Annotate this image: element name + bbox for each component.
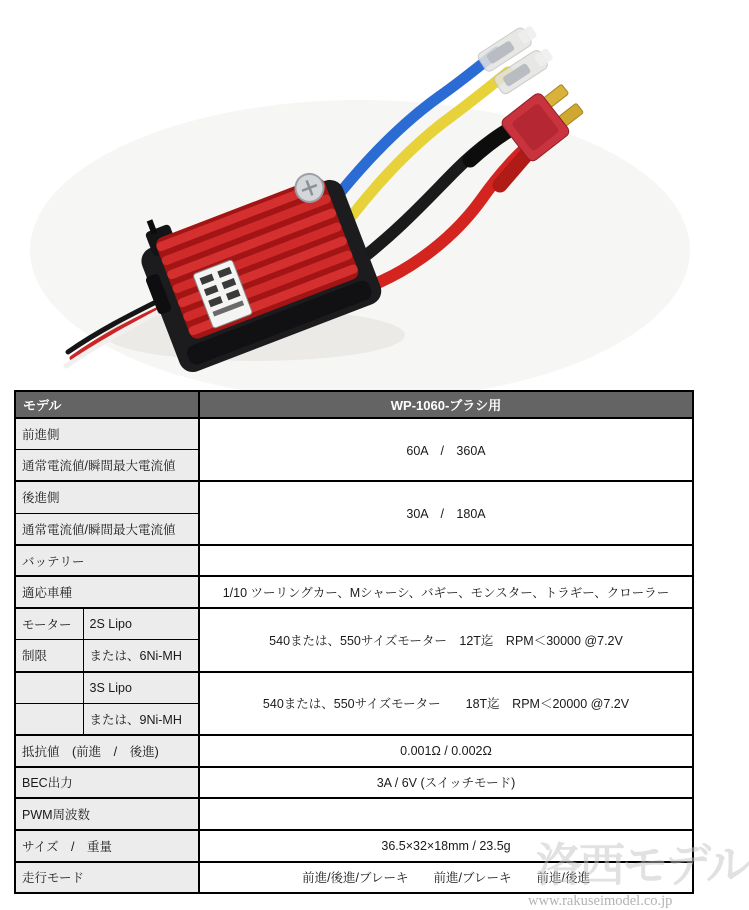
spec-table [14,390,694,894]
spec-label: サイズ / 重量 [15,830,199,862]
spec-sublabel: 3S Lipo [83,672,199,704]
spec-value [199,798,693,830]
spec-row-motor-2s [15,608,693,640]
spec-row-reverse [15,481,693,513]
spec-value: 540または、550サイズモーター 12T迄 RPM＜30000 @7.2V [199,608,693,671]
shop-logo-watermark: 洛西モデル [536,839,749,891]
spec-value: 540または、550サイズモーター 18T迄 RPM＜20000 @7.2V [199,672,693,735]
spec-header-row [15,391,693,418]
spec-row-resistance [15,735,693,767]
spec-value: 前進/後進/ブレーキ 前進/ブレーキ 前進/後進 [199,862,693,894]
spec-label: モーター [15,608,83,640]
esc-photo-drawing [0,0,700,380]
spec-value: 3A / 6V (スイッチモード) [199,767,693,799]
spec-value [199,545,693,577]
spec-label: 後進側 [15,481,199,513]
spec-row-battery [15,545,693,577]
shop-url-watermark: www.rakuseimodel.co.jp [528,893,673,909]
model-header-label: モデル [15,391,199,418]
spec-label: バッテリー [15,545,199,577]
spec-label: 抵抗値 (前進 / 後進) [15,735,199,767]
spec-value: 30A / 180A [199,481,693,544]
spec-row-forward [15,418,693,450]
spec-row-pwm [15,798,693,830]
spec-label [15,672,83,704]
spec-row-motor-3s [15,672,693,704]
spec-label: BEC出力 [15,767,199,799]
spec-sublabel: または、6Ni-MH [83,640,199,672]
spec-sublabel: 2S Lipo [83,608,199,640]
spec-label: 通常電流値/瞬間最大電流値 [15,513,199,545]
spec-label: PWM周波数 [15,798,199,830]
spec-row-vehicle [15,576,693,608]
spec-label: 前進側 [15,418,199,450]
product-photo [0,0,700,380]
spec-row-bec [15,767,693,799]
spec-value: 36.5×32×18mm / 23.5g [199,830,693,862]
model-header-value: WP-1060-ブラシ用 [199,391,693,418]
spec-value: 0.001Ω / 0.002Ω [199,735,693,767]
spec-value: 1/10 ツーリングカー、Mシャーシ、バギー、モンスター、トラギー、クローラー [199,576,693,608]
spec-label [15,703,83,735]
spec-row-size [15,830,693,862]
spec-value: 60A / 360A [199,418,693,481]
spec-label: 制限 [15,640,83,672]
spec-sublabel: または、9Ni-MH [83,703,199,735]
spec-row-mode [15,862,693,894]
spec-label: 通常電流値/瞬間最大電流値 [15,450,199,482]
spec-label: 走行モード [15,862,199,894]
spec-label: 適応車種 [15,576,199,608]
